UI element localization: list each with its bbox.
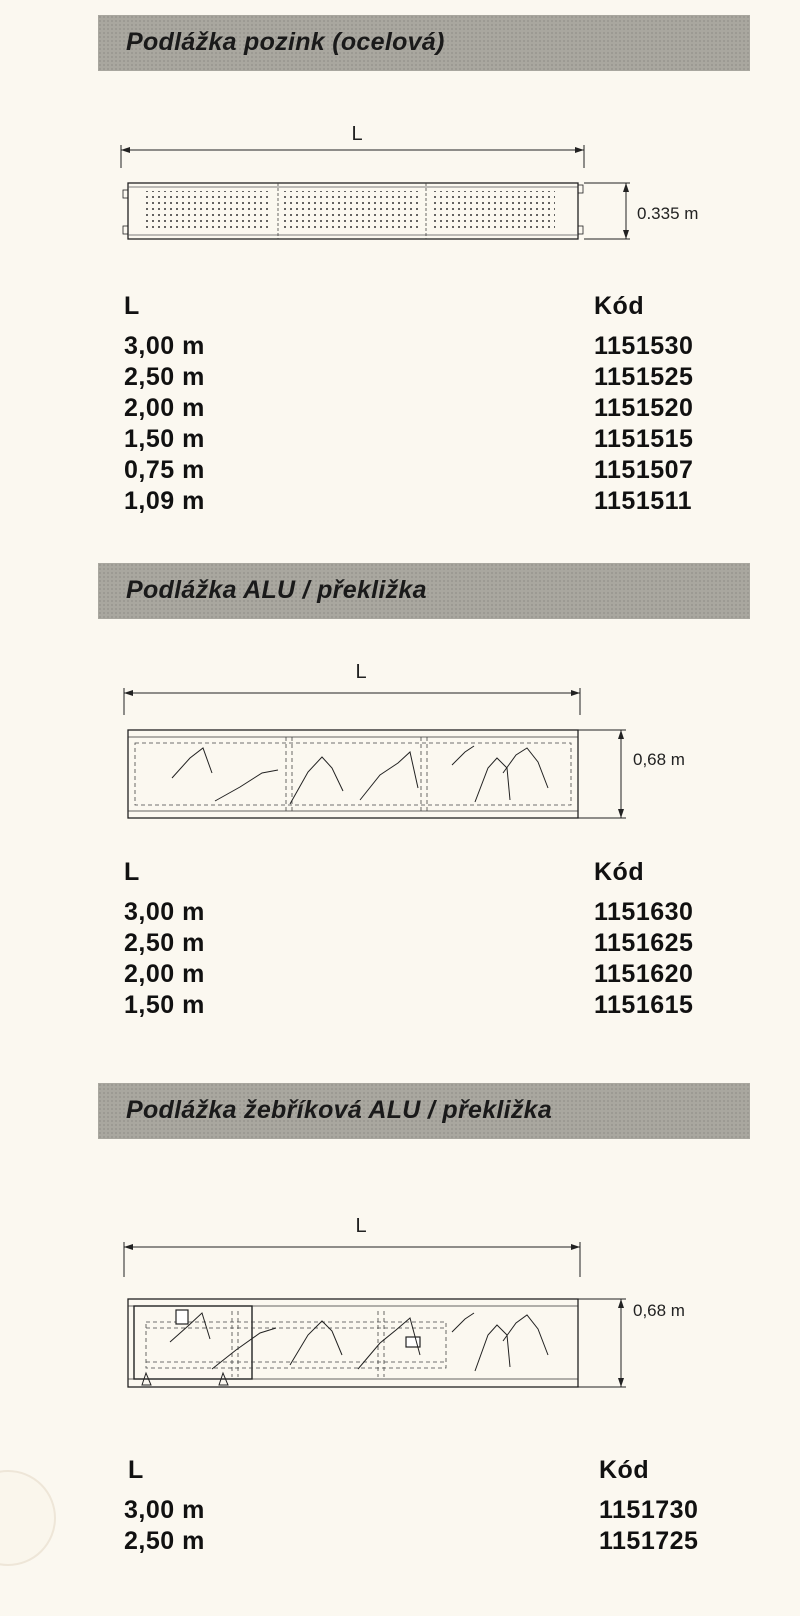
section-banner (98, 1083, 750, 1139)
length-dimension-label: L (355, 661, 367, 683)
length-cell: 0,75 m (124, 456, 205, 484)
length-cell: 2,50 m (124, 363, 205, 391)
length-cell: 2,00 m (124, 394, 205, 422)
length-column-header: L (124, 858, 140, 886)
ladder-alu-plywood-deck-table (124, 1456, 734, 1558)
table-header (124, 292, 734, 332)
length-dimension-label: L (355, 1215, 367, 1237)
length-column-header: L (124, 292, 140, 320)
code-cell: 1151730 (599, 1496, 699, 1524)
table-row (124, 332, 734, 363)
table-row (124, 456, 734, 487)
code-cell: 1151515 (594, 425, 694, 453)
width-dimension-label: 0,68 m (633, 750, 685, 769)
code-cell: 1151630 (594, 898, 694, 926)
length-cell: 2,00 m (124, 960, 205, 988)
table-row (124, 487, 734, 518)
table-row (124, 1496, 734, 1527)
length-cell: 1,50 m (124, 425, 205, 453)
section-title: Podlážka ALU / překližka (126, 576, 427, 604)
length-cell: 1,09 m (124, 487, 205, 515)
length-cell: 2,50 m (124, 1527, 205, 1555)
length-cell: 1,50 m (124, 991, 205, 1019)
steel-deck-table (124, 292, 734, 518)
table-row (124, 425, 734, 456)
code-cell: 1151530 (594, 332, 694, 360)
code-cell: 1151507 (594, 456, 694, 484)
length-cell: 3,00 m (124, 1496, 205, 1524)
length-cell: 2,50 m (124, 929, 205, 957)
table-row (124, 960, 734, 991)
length-column-header: L (128, 1456, 144, 1484)
width-dimension-label: 0.335 m (637, 204, 699, 223)
table-row (124, 991, 734, 1022)
section-title: Podlážka žebříková ALU / překližka (126, 1096, 553, 1124)
code-cell: 1151525 (594, 363, 694, 391)
table-row (124, 363, 734, 394)
table-row (124, 929, 734, 960)
table-row (124, 394, 734, 425)
length-cell: 3,00 m (124, 332, 205, 360)
code-cell: 1151620 (594, 960, 694, 988)
section-banner (98, 563, 750, 619)
code-column-header: Kód (599, 1456, 650, 1484)
section-banner (98, 15, 750, 71)
length-dimension-label: L (351, 123, 363, 145)
length-cell: 3,00 m (124, 898, 205, 926)
code-column-header: Kód (594, 858, 645, 886)
table-row (124, 898, 734, 929)
code-column-header: Kód (594, 292, 645, 320)
table-header (124, 858, 734, 898)
code-cell: 1151725 (599, 1527, 699, 1555)
alu-plywood-deck-diagram (0, 660, 800, 860)
alu-plywood-deck-table (124, 858, 734, 1022)
table-row (124, 1527, 734, 1558)
code-cell: 1151615 (594, 991, 694, 1019)
table-header (124, 1456, 734, 1496)
page-corner-mark (0, 1470, 56, 1566)
code-cell: 1151520 (594, 394, 694, 422)
code-cell: 1151511 (594, 487, 693, 515)
width-dimension-label: 0,68 m (633, 1301, 685, 1320)
code-cell: 1151625 (594, 929, 694, 957)
ladder-alu-plywood-deck-diagram (0, 1215, 800, 1435)
section-title: Podlážka pozink (ocelová) (126, 28, 445, 56)
